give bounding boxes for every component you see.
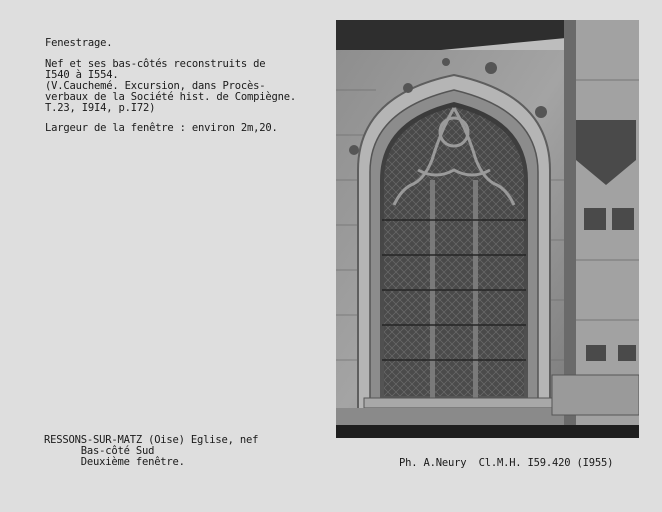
- location-line: Deuxième fenêtre.: [44, 456, 185, 468]
- width-note: Largeur de la fenêtre : environ 2m,20.: [45, 122, 278, 134]
- window-sill: [364, 398, 556, 408]
- description-line: verbaux de la Société hist. de Compiègne.: [45, 91, 296, 103]
- description-line: (V.Cauchemé. Excursion, dans Procès-: [45, 80, 266, 92]
- description-line: I540 à I554.: [45, 69, 119, 81]
- description-line: T.23, I9I4, p.I72): [45, 102, 156, 114]
- location-line: RESSONS-SUR-MATZ (Oise) Eglise, nef: [44, 434, 259, 446]
- description-line: Nef et ses bas-côtés reconstruits de: [45, 58, 266, 70]
- photo-credit: Ph. A.Neury Cl.M.H. I59.420 (I955): [399, 457, 614, 469]
- gothic-window-photograph: [336, 20, 639, 438]
- location-line: Bas-côté Sud: [44, 445, 155, 457]
- window-photo-svg: [336, 20, 639, 438]
- card-heading: Fenestrage.: [45, 37, 113, 49]
